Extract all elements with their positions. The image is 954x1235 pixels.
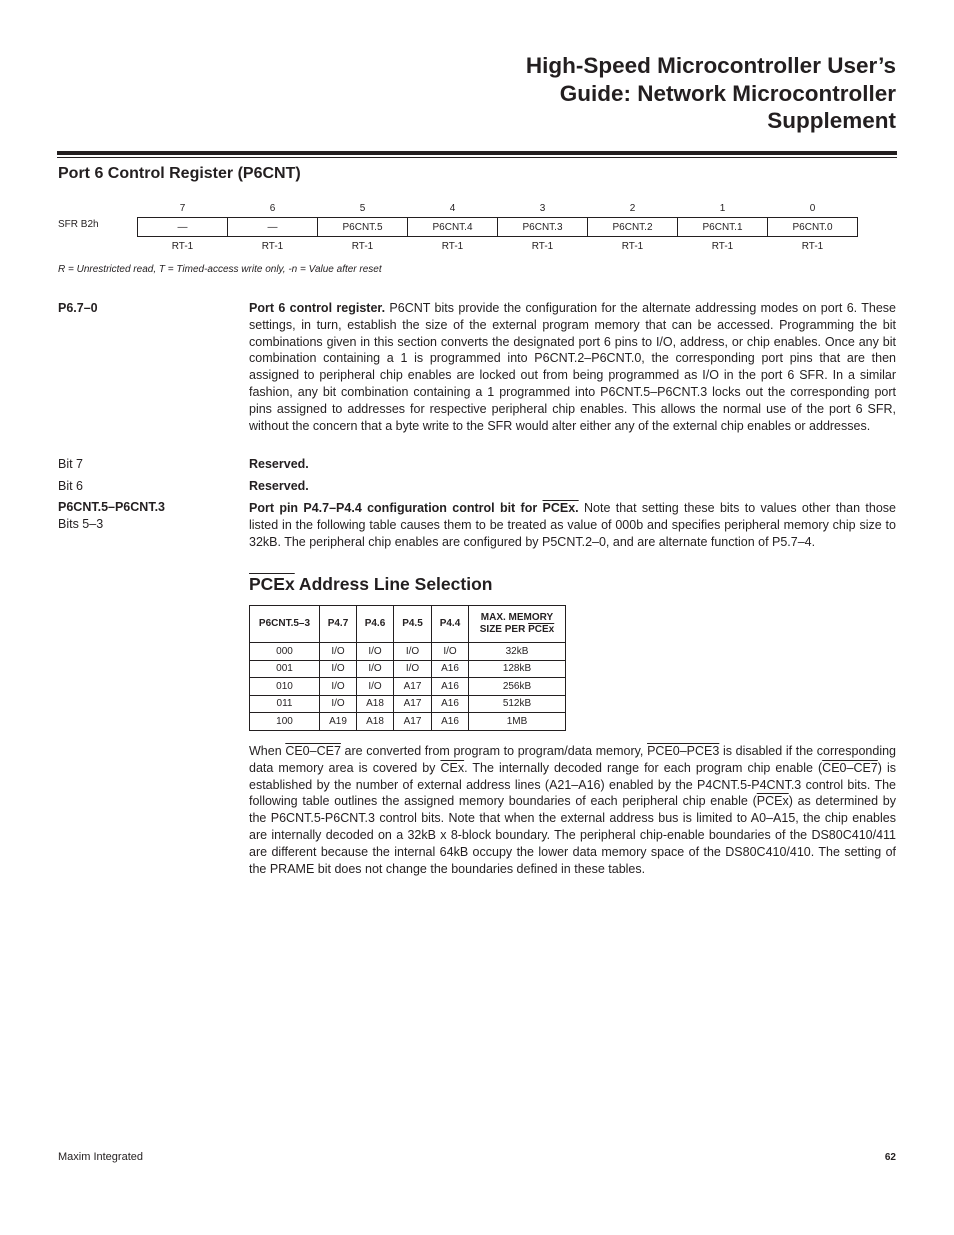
table-cell: 256kB <box>469 678 566 696</box>
p67-label: P6.7–0 <box>58 301 98 315</box>
paragraph-text: . The internally decoded range for each program chip enable ( <box>464 760 823 775</box>
table-cell: A17 <box>394 713 432 731</box>
access-row <box>138 237 858 256</box>
bit6-label: Bit 6 <box>58 479 84 493</box>
access-value: RT-1 <box>441 240 464 252</box>
table-cell: I/O <box>320 660 357 678</box>
bit-number: 5 <box>359 202 366 214</box>
bit-number: 6 <box>269 202 276 214</box>
table-cell: 32kB <box>469 643 566 661</box>
access-value: RT-1 <box>801 240 824 252</box>
access-value: RT-1 <box>351 240 374 252</box>
table-cell: I/O <box>320 695 357 713</box>
paragraph-text: When <box>249 744 286 758</box>
p67-text: P6CNT bits provide the configuration for the alternate addressing modes on port 6. These settings, in turn, establish the size of the external program memory that can be accessed. Programming the bit combinations given in this section converts the designated port 6 pins to I/O, address, or chip enables. Once any bit combination containing a 1 is programmed into P6CNT.2–P6CNT.0, the corresponding port pins that are then assigned to peripheral chip enables are locked out from being programmed as I/O in the port 6 SFR. In a similar fashion, any bit combination containing a 1 programmed into P6CNT.5–P6CNT.3 locks out the corresponding port pins assigned to addresses for respective peripheral chip enables. This allows the normal use of the port 6 SFR, without the concern that a byte write to the SFR would alter either any of the external chip enables or addresses. <box>249 301 897 433</box>
signal-ce0-ce7: CE0–CE7 <box>285 744 341 758</box>
p6cnt53-description <box>249 500 896 550</box>
sfr-address-label: SFR B2h <box>58 219 99 230</box>
bit-number: 1 <box>719 202 726 214</box>
p6cnt53-sublabel: Bits 5–3 <box>58 517 104 531</box>
table-cell: I/O <box>357 643 394 661</box>
table-row <box>250 695 566 713</box>
p6cnt53-title <box>249 501 579 515</box>
pcex-column-header: P4.5 <box>394 606 432 643</box>
title-line-3: Supplement <box>767 108 896 133</box>
title-line-2: Guide: Network Microcontroller <box>559 80 896 106</box>
pcex-header-row <box>250 606 566 643</box>
table-cell: A17 <box>394 695 432 713</box>
table-cell: 512kB <box>469 695 566 713</box>
pcex-heading-a: PCEx <box>249 574 295 594</box>
max-memory-line2: SIZE PER <box>479 624 529 635</box>
access-value: RT-1 <box>171 240 194 252</box>
access-value: RT-1 <box>621 240 644 252</box>
p6cnt53-title-a: Port pin P4.7–P4.4 configuration control bit for <box>249 501 543 515</box>
chip-enable-paragraph <box>249 743 896 877</box>
section-heading: Port 6 Control Register (P6CNT) <box>58 165 301 182</box>
p6cnt53-text: Note that setting these bits to values other than those listed in the following table causes them to be treated as value of 000b and specifies peripheral memory chip size to 32kB. The peripheral chip enables are configured by P5CNT.2–0, and are alternate function of P5.7–4. <box>249 501 896 549</box>
bit-number: 2 <box>629 202 636 214</box>
pcex-column-header: P4.4 <box>432 606 469 643</box>
max-memory-line1: MAX. MEMORY <box>480 612 554 623</box>
table-cell: I/O <box>320 643 357 661</box>
footer-page-number: 62 <box>884 1152 896 1163</box>
p67-title: Port 6 control register. <box>249 301 386 315</box>
signal-pce0-pce3: PCE0–PCE3 <box>647 744 720 758</box>
access-value: RT-1 <box>711 240 734 252</box>
register-legend-note: R = Unrestricted read, T = Timed-access write only, -n = Value after reset <box>58 264 382 275</box>
access-value: RT-1 <box>531 240 554 252</box>
pcex-table <box>249 605 566 731</box>
bit6-description <box>249 478 896 495</box>
table-cell: A16 <box>432 660 469 678</box>
paragraph-text: ) is established by the number of external address lines (A21–A16) enabled by the P4CNT.5-P4CNT.3 control bits. The following table outlines the assigned memory boundaries of each peripheral chip enable ( <box>249 760 897 809</box>
table-cell: 011 <box>250 695 320 713</box>
table-cell: I/O <box>432 643 469 661</box>
document-title <box>336 52 896 135</box>
table-cell: I/O <box>320 678 357 696</box>
table-cell: A16 <box>432 695 469 713</box>
p6cnt53-label: P6CNT.5–P6CNT.3 <box>58 500 165 514</box>
paragraph-text: is disabled if the corresponding data memory area is covered by <box>249 744 896 775</box>
table-cell: 000 <box>250 643 320 661</box>
access-value: RT-1 <box>261 240 284 252</box>
paragraph-text: are converted from program to program/data memory, <box>340 744 648 758</box>
table-cell: 1MB <box>469 713 566 731</box>
table-cell: 128kB <box>469 660 566 678</box>
paragraph-text: ) as determined by the P6CNT.5-P6CNT.3 control bits. Note that when the external address bus is limited to A0–A15, the chip enables are internally decoded on a 32kB x 8-block boundary. The peripheral chip-enable boundaries of the DS80C410/411 are different because the internal 64kB occupy the lower data memory space of the DS80C410/410. The setting of the PRAME bit does not change the boundaries defined in these tables. <box>249 794 896 876</box>
bit-name: — <box>228 218 318 237</box>
table-cell: A19 <box>320 713 357 731</box>
table-cell: I/O <box>357 678 394 696</box>
table-row <box>250 678 566 696</box>
table-cell: I/O <box>394 660 432 678</box>
bit-number: 7 <box>179 202 186 214</box>
pcex-heading-b: Address Line Selection <box>294 574 493 594</box>
pcex-column-header-max-memory <box>469 606 566 643</box>
bit7-description <box>249 456 896 473</box>
pcex-column-header: P4.6 <box>357 606 394 643</box>
table-cell: A17 <box>394 678 432 696</box>
table-row <box>250 660 566 678</box>
signal-ce0-ce7: CE0–CE7 <box>822 760 878 775</box>
title-line-1: High-Speed Microcontroller User’s <box>525 53 896 78</box>
table-cell: A16 <box>432 678 469 696</box>
bit-name: P6CNT.4 <box>408 218 498 237</box>
table-row <box>250 713 566 731</box>
pcex-column-header: P4.7 <box>320 606 357 643</box>
bit-name: P6CNT.3 <box>498 218 588 237</box>
footer-company: Maxim Integrated <box>58 1151 143 1163</box>
p6cnt53-title-b: PCEx. <box>542 501 579 515</box>
max-memory-pcex: PCEx <box>528 624 555 635</box>
bit7-label: Bit 7 <box>58 457 84 471</box>
table-cell: A18 <box>357 695 394 713</box>
bit-name-row <box>138 218 858 237</box>
bit-name: P6CNT.2 <box>588 218 678 237</box>
table-row <box>250 643 566 661</box>
register-table <box>137 199 858 255</box>
table-cell: I/O <box>394 643 432 661</box>
bit-number: 3 <box>539 202 546 214</box>
bit-number: 4 <box>449 202 456 214</box>
table-cell: A16 <box>432 713 469 731</box>
bit6-text: Reserved. <box>249 479 309 493</box>
table-cell: A18 <box>357 713 394 731</box>
header-divider <box>57 151 897 158</box>
table-cell: 100 <box>250 713 320 731</box>
bit7-text: Reserved. <box>249 457 309 471</box>
pcex-column-header: P6CNT.5–3 <box>250 606 320 643</box>
bit-number: 0 <box>809 202 816 214</box>
signal-pcex: PCEx <box>756 794 789 809</box>
table-cell: 010 <box>250 678 320 696</box>
p67-description <box>249 300 896 434</box>
bit-name: P6CNT.5 <box>318 218 408 237</box>
signal-cex: $\overline{CEx}$ <box>440 760 465 775</box>
bit-name: P6CNT.0 <box>768 218 858 237</box>
table-cell: 001 <box>250 660 320 678</box>
bit-name: — <box>138 218 228 237</box>
table-cell: I/O <box>357 660 394 678</box>
bit-number-row <box>138 199 858 218</box>
pcex-heading <box>249 574 492 595</box>
bit-name: P6CNT.1 <box>678 218 768 237</box>
